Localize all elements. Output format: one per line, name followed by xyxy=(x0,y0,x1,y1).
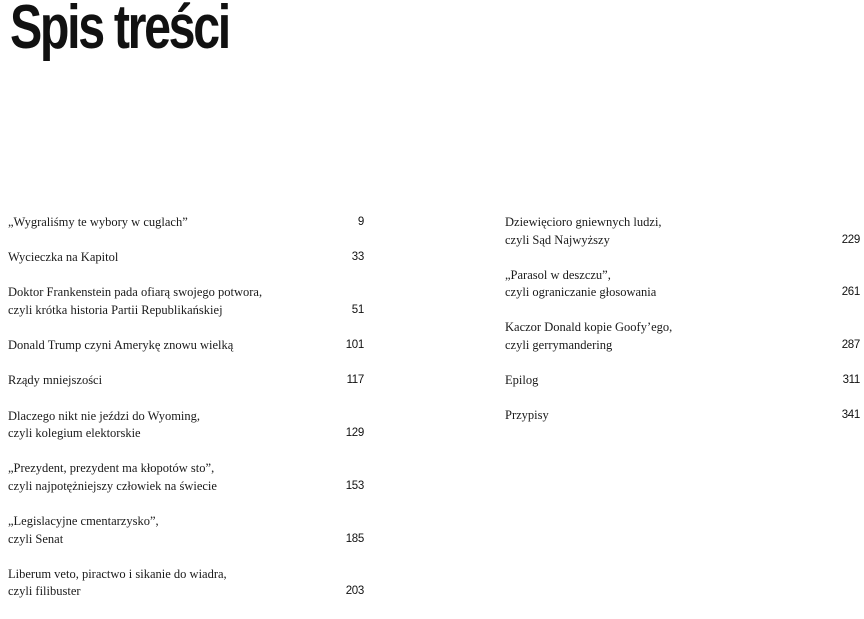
toc-entry xyxy=(8,566,364,601)
toc-entry-title-line: „Legislacyjne cmentarzysko”, xyxy=(8,514,159,529)
toc-entry-title-line: czyli gerrymandering xyxy=(505,337,613,352)
toc-page-number: 153 xyxy=(345,479,364,492)
toc-entry-title-line: czyli Senat xyxy=(8,531,64,546)
toc-entry-title-line: Wycieczka na Kapitol xyxy=(8,250,119,265)
toc-entry-title-line: czyli najpotężniejszy człowiek na świecie xyxy=(8,478,217,493)
toc-entry xyxy=(8,284,364,319)
toc-entry-title-line: Doktor Frankenstein pada ofiarą swojego potwora, xyxy=(8,285,263,300)
toc-entry-title-line: czyli Sąd Najwyższy xyxy=(505,232,610,247)
toc-entry xyxy=(505,214,860,249)
toc-left-column xyxy=(8,214,364,619)
toc-entry-title-line: czyli filibuster xyxy=(8,584,81,599)
toc-page-number: 9 xyxy=(357,216,364,228)
toc-page-number: 341 xyxy=(841,408,860,421)
toc-entry xyxy=(505,407,860,425)
toc-entry-title-line: „Wygraliśmy te wybory w cuglach” xyxy=(8,215,188,229)
toc-entry-title-line: Donald Trump czyni Amerykę znowu wielką xyxy=(8,338,234,353)
toc-page-number: 311 xyxy=(842,373,860,386)
toc-entry xyxy=(8,513,364,548)
toc-entry-title-line: Dziewięcioro gniewnych ludzi, xyxy=(505,215,662,229)
toc-page-number: 203 xyxy=(345,585,364,598)
toc-entry-title-line: Kaczor Donald kopie Goofy’ego, xyxy=(505,320,673,335)
toc-entry xyxy=(505,267,860,302)
toc-page-number: 101 xyxy=(345,339,364,352)
toc-page-number: 287 xyxy=(841,338,860,351)
toc-entry-title-line: czyli ograniczanie głosowania xyxy=(505,285,657,300)
toc-entry-title-line: Epilog xyxy=(505,372,539,387)
toc-page-number: 229 xyxy=(841,233,860,246)
toc-page-number: 117 xyxy=(346,374,364,387)
toc-entry-title-line: Liberum veto, piractwo i sikanie do wiadra, xyxy=(8,566,227,581)
toc-entry xyxy=(505,319,860,354)
toc-page-number: 185 xyxy=(345,532,364,545)
toc-entry-title-line: Dlaczego nikt nie jeździ do Wyoming, xyxy=(8,408,201,423)
toc-entry-title-line: Rządy mniejszości xyxy=(8,373,103,388)
toc-page-number: 33 xyxy=(351,251,364,264)
toc-entry-title-line: „Prezydent, prezydent ma kłopotów sto”, xyxy=(8,461,215,476)
toc-entry-title-line: „Parasol w deszczu”, xyxy=(505,267,611,282)
page-title: Spis treści xyxy=(10,0,229,62)
toc-entry xyxy=(505,372,860,390)
toc-entry xyxy=(8,408,364,443)
toc-entry-title-line: czyli krótka historia Partii Republikańskiej xyxy=(8,302,223,317)
toc-page-number: 261 xyxy=(841,286,860,299)
toc-entry xyxy=(8,249,364,267)
toc-entry xyxy=(8,460,364,495)
toc-entry-title-line: czyli kolegium elektorskie xyxy=(8,426,141,441)
toc-right-column xyxy=(505,214,860,442)
toc-entry xyxy=(8,372,364,390)
toc-page-number: 129 xyxy=(345,427,364,440)
toc-entry-title-line: Przypisy xyxy=(505,407,549,422)
toc-entry xyxy=(8,337,364,355)
toc-page-number: 51 xyxy=(351,303,364,316)
toc-entry xyxy=(8,214,364,232)
